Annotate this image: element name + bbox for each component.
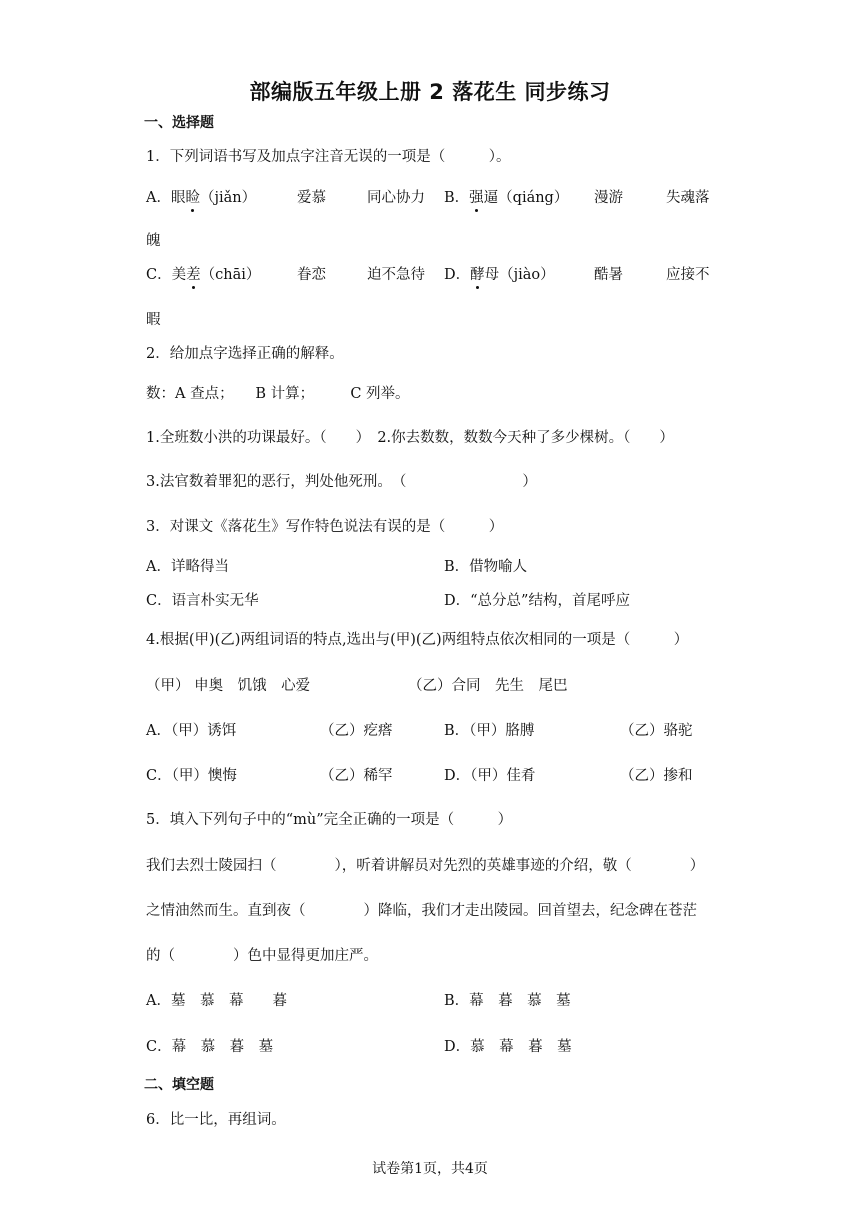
question-1-option-a: A．眼睑（jiǎn） (146, 190, 257, 206)
dotted-char: 睑 (185, 190, 200, 206)
dotted-char: 强 (469, 190, 484, 206)
question-1-option-d-wrap: 暇 (146, 312, 161, 328)
question-3-option-d: D．“总分总”结构，首尾呼应 (444, 593, 630, 609)
question-2-line-1: 1.全班数小洪的功课最好。（ ） 2.你去数数，数数今天种了多少棵树。（ ） (146, 430, 674, 446)
question-4-group-yi: （乙）合同 先生 尾巴 (408, 678, 568, 694)
question-2-line-2: 3.法官数着罪犯的恶行，判处他死刑。 （ ） (146, 474, 537, 490)
dotted-char: 酵 (470, 267, 485, 283)
question-1-option-b-wrap: 魄 (146, 233, 161, 249)
question-4-option-b-jia: B．（甲）胳膊 (444, 723, 535, 739)
question-5-sentence-1: 我们去烈士陵园扫（ ），听着讲解员对先烈的英雄事迹的介绍，敬（ ） (146, 858, 705, 874)
section-heading-fill: 二、填空题 (144, 1077, 214, 1093)
question-1-stem: 1．下列词语书写及加点字注音无误的一项是（ ）。 (146, 149, 511, 165)
question-4-option-a-yi: （乙）疙瘩 (320, 723, 393, 739)
dotted-char: 差 (186, 267, 201, 283)
question-4-option-d-yi: （乙）掺和 (620, 768, 693, 784)
question-5-sentence-2: 之情油然而生。直到夜（ ）降临，我们才走出陵园。回首望去，纪念碑在苍茫 (146, 903, 697, 919)
question-5-option-a: A．墓 慕 幕 暮 (146, 993, 287, 1009)
question-5-stem: 5．填入下列句子中的“mù”完全正确的一项是（ ） (146, 812, 513, 828)
question-1-option-a-word2: 爱慕 (297, 190, 326, 206)
question-1-option-b: B．强逼（qiáng） (444, 190, 569, 206)
question-1-option-b-word2: 漫游 (594, 190, 623, 206)
question-2-meanings: 数：A 查点； B 计算； C 列举。 (146, 386, 410, 402)
question-3-option-c: C．语言朴实无华 (146, 593, 259, 609)
question-1-option-c: C．美差（chāi） (146, 267, 261, 283)
page-title: 部编版五年级上册 2 落花生 同步练习 (249, 80, 611, 104)
question-4-option-a-jia: A．（甲）诱饵 (146, 723, 237, 739)
question-4-option-b-yi: （乙）骆驼 (620, 723, 693, 739)
question-4-option-c-yi: （乙）稀罕 (320, 768, 393, 784)
question-1-option-c-word3: 迫不急待 (367, 267, 425, 283)
question-4-option-d-jia: D．（甲）佳肴 (444, 768, 536, 784)
section-heading-choice: 一、选择题 (144, 115, 214, 131)
question-1-option-b-word3: 失魂落 (666, 190, 710, 206)
question-5-option-c: C．幕 慕 暮 墓 (146, 1039, 274, 1055)
question-1-option-d-word3: 应接不 (666, 267, 710, 283)
question-4-option-c-jia: C．（甲）懊悔 (146, 768, 237, 784)
page-footer: 试卷第1页，共4页 (372, 1161, 488, 1177)
question-4-group-jia: （甲） 申奥 饥饿 心爱 (146, 678, 311, 694)
question-1-option-d-word2: 酷暑 (594, 267, 623, 283)
question-1-option-c-word2: 眷恋 (297, 267, 326, 283)
question-3-stem: 3．对课文《落花生》写作特色说法有误的是（ ） (146, 519, 504, 535)
question-6-stem: 6．比一比，再组词。 (146, 1112, 286, 1128)
question-3-option-b: B．借物喻人 (444, 559, 528, 575)
question-2-stem: 2．给加点字选择正确的解释。 (146, 346, 344, 362)
question-5-option-d: D．慕 幕 暮 墓 (444, 1039, 572, 1055)
question-1-option-a-word3: 同心协力 (367, 190, 425, 206)
question-4-stem: 4.根据(甲)(乙)两组词语的特点,选出与(甲)(乙)两组特点依次相同的一项是（ ） (146, 632, 689, 648)
question-5-option-b: B．幕 暮 慕 墓 (444, 993, 571, 1009)
question-5-sentence-3: 的（ ）色中显得更加庄严。 (146, 948, 378, 964)
question-1-option-d: D．酵母（jiào） (444, 267, 555, 283)
question-3-option-a: A．详略得当 (146, 559, 229, 575)
